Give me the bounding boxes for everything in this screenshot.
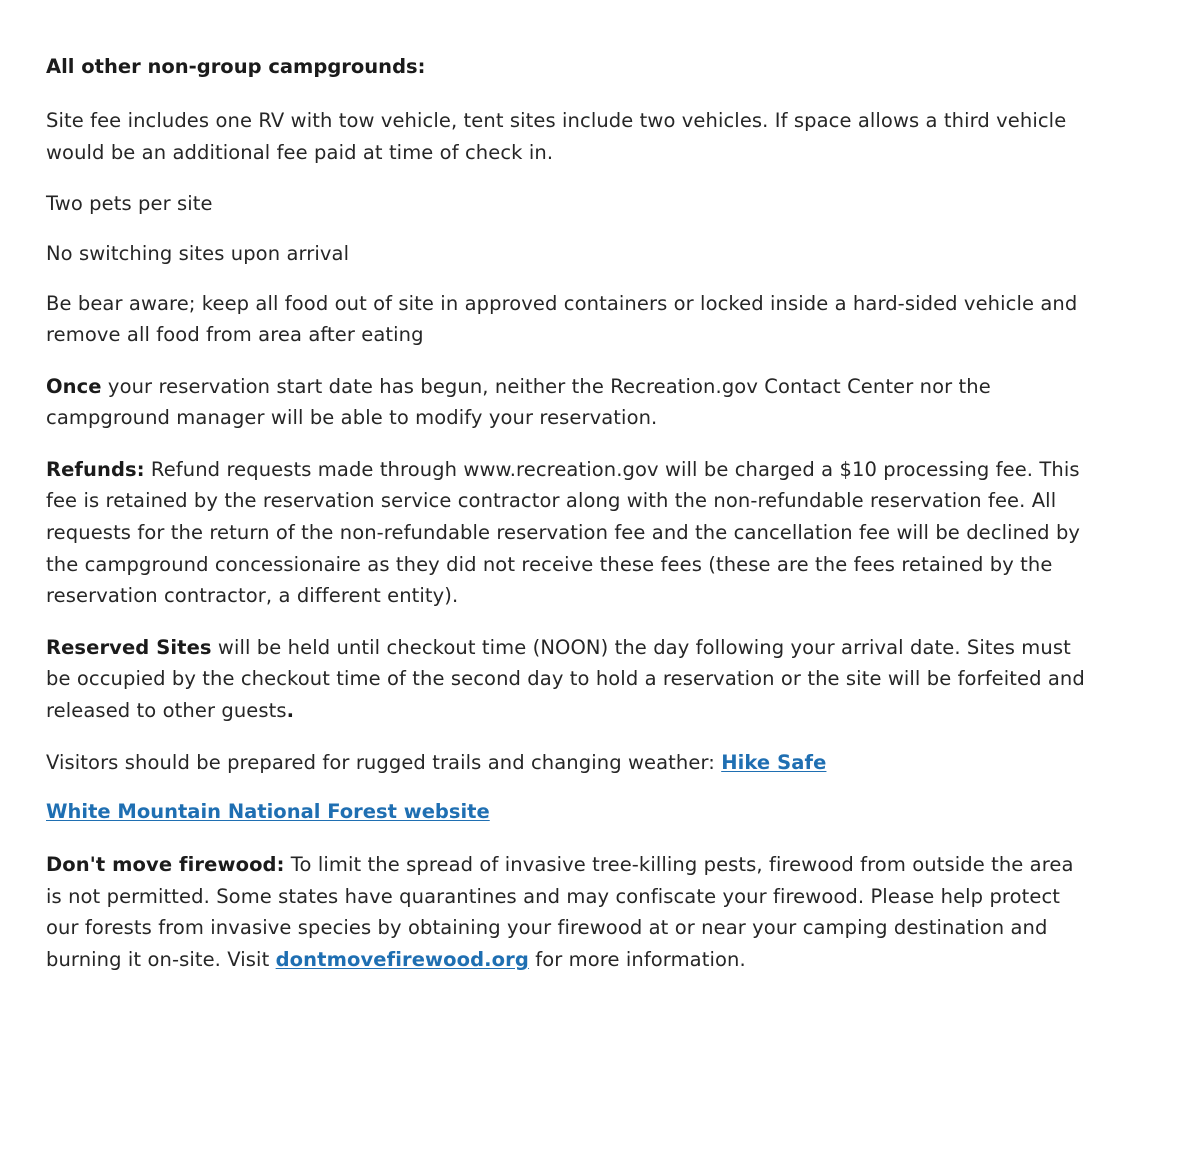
white-mountain-national-forest-link[interactable]: White Mountain National Forest website bbox=[46, 800, 490, 824]
dontmovefirewood-link[interactable]: dontmovefirewood.org bbox=[275, 948, 529, 971]
firewood-text-before: To limit the spread of invasive tree-killing pests, firewood from outside the area is not permitted. Some states have quarantines and may confiscate your firewood. Please help protect our forests from invasive species by obtaining your firewood at or near your camping destination and burning it on-site. Visit bbox=[46, 853, 1074, 971]
paragraph-no-switching: No switching sites upon arrival bbox=[46, 241, 350, 265]
paragraph-pets: Two pets per site bbox=[46, 192, 213, 216]
reserved-sites-period: . bbox=[286, 698, 295, 722]
paragraph-firewood bbox=[46, 849, 1090, 975]
refunds-text: Refund requests made through www.recreation.gov will be charged a $10 processing fee. This fee is retained by the reservation service contractor along with the non-refundable reservation fee. All requests for the return of the non-refundable reservation fee and the cancellation fee will be declined by the campground concessionaire as they did not receive these fees (these are the fees retained by the reservation contractor, a different entity). bbox=[46, 457, 1081, 608]
once-text: your reservation start date has begun, neither the Recreation.gov Contact Center nor the campground manager will be able to modify your reservation. bbox=[46, 374, 991, 430]
once-lead: Once bbox=[46, 374, 102, 398]
reserved-sites-text: will be held until checkout time (NOON) the day following your arrival date. Sites must be occupied by the checkout time of the second day to hold a reservation or the site will be forfeited and released to other guests bbox=[46, 635, 1085, 722]
paragraph-once bbox=[46, 371, 1090, 434]
firewood-text-after: for more information. bbox=[528, 948, 746, 971]
paragraph-refunds bbox=[46, 454, 1090, 612]
refunds-lead: Refunds: bbox=[46, 457, 145, 481]
page-heading: All other non-group campgrounds: bbox=[46, 55, 426, 78]
hike-safe-text: Visitors should be prepared for rugged trails and changing weather: bbox=[46, 750, 722, 774]
reserved-sites-lead: Reserved Sites bbox=[46, 635, 212, 659]
paragraph-hike-safe bbox=[46, 747, 1090, 779]
firewood-lead: Don't move firewood: bbox=[46, 853, 285, 877]
paragraph-reserved-sites bbox=[46, 632, 1090, 727]
hike-safe-link[interactable]: Hike Safe bbox=[721, 750, 827, 774]
paragraph-site-fee: Site fee includes one RV with tow vehicle, tent sites include two vehicles. If space allows a third vehicle would be an additional fee paid at time of check in. bbox=[46, 109, 1067, 164]
paragraph-bear-aware: Be bear aware; keep all food out of site in approved containers or locked inside a hard-sided vehicle and remove all food from area after eating bbox=[46, 291, 1078, 347]
